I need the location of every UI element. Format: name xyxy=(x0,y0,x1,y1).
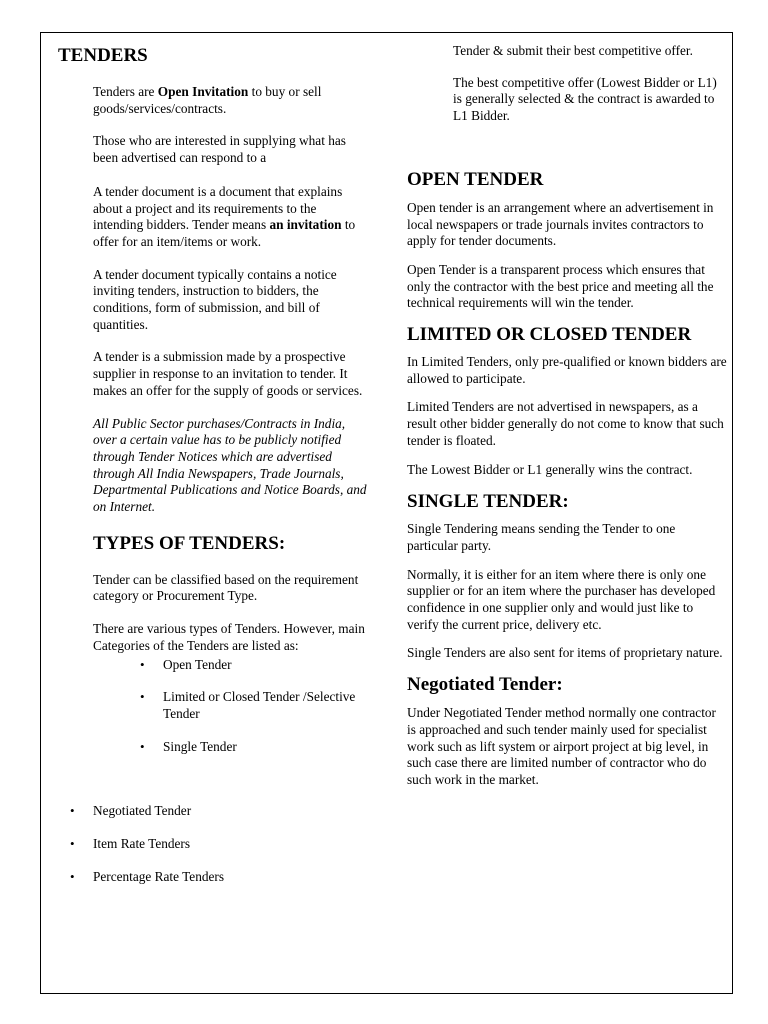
negotiated-tender-heading: Negotiated Tender: xyxy=(407,674,563,696)
list-item: • Open Tender xyxy=(140,656,232,672)
paragraph-limited-1: In Limited Tenders, only pre-qualified or known bidders are allowed to participate. xyxy=(407,354,727,386)
left-column xyxy=(58,40,368,886)
paragraph-continuation: Tender & submit their best competitive offer. xyxy=(453,43,693,58)
tenders-heading: TENDERS xyxy=(58,45,148,66)
paragraph-open-tender-2: Open Tender is a transparent process which ensures that only the contractor with the best price and meeting all the technical requirements will win the tender. xyxy=(407,261,714,311)
list-item: • Limited or Closed Tender /Selective Tender xyxy=(140,689,356,721)
bold-open-invitation: Open Invitation xyxy=(157,84,249,99)
paragraph-single-2: Normally, it is either for an item where there is only one supplier or for an item where the purchaser has developed confidence in one supplier only and would just like to verify the current price, delivery etc. xyxy=(407,566,716,632)
paragraph-limited-3: The Lowest Bidder or L1 generally wins the contract. xyxy=(407,461,693,477)
paragraph-limited-2: Limited Tenders are not advertised in newspapers, as a result other bidder generally do not come to know that such tender is floated. xyxy=(407,399,724,448)
paragraph-tender-document: A tender document is a document that explains about a project and its requirements to the intending bidders. Tender means an invitation to offer for an item/items or work. xyxy=(93,183,356,249)
paragraph-open-tender-1: Open tender is an arrangement where an advertisement in local newspapers or trade journals invites contractors to apply for tender documents. xyxy=(407,199,714,249)
list-item: • Percentage Rate Tenders xyxy=(70,868,224,884)
continuation-block xyxy=(407,43,723,125)
paragraph-single-1: Single Tendering means sending the Tender to one particular party. xyxy=(407,521,676,553)
paragraph-single-3: Single Tenders are also sent for items of proprietary nature. xyxy=(407,645,723,661)
types-heading: TYPES OF TENDERS: xyxy=(93,532,286,554)
bold-an-invitation: an invitation xyxy=(269,217,342,233)
paragraph-contents: A tender document typically contains a notice inviting tenders, instruction to bidders, the conditions, form of submission, and bill of quantities. xyxy=(93,266,337,332)
paragraph-various-types: There are various types of Tenders. However, main Categories of the Tenders are listed as: xyxy=(93,621,365,653)
paragraph-interested: Those who are interested in supplying what has been advertised can respond to a xyxy=(93,133,346,166)
list-item: • Single Tender xyxy=(140,738,237,754)
paragraph-classified: Tender can be classified based on the requirement category or Procurement Type. xyxy=(93,571,359,604)
outer-bullet-list xyxy=(70,803,368,885)
single-tender-heading: SINGLE TENDER: xyxy=(407,491,569,513)
list-item: • Item Rate Tenders xyxy=(70,836,191,852)
paragraph-best-offer: The best competitive offer (Lowest Bidder or L1) is generally selected & the contract is awarded to L1 Bidder. xyxy=(453,74,717,124)
paragraph-submission: A tender is a submission made by a prospective supplier in response to an invitation to tender. It makes an offer for the supply of goods or services. xyxy=(93,349,363,398)
paragraph-negotiated: Under Negotiated Tender method normally one contractor is approached and such tender mainly used for specialist work such as lift system or airport project at big level, in such case there are limited number of contractor who do such work in the market. xyxy=(407,705,716,787)
list-item: • Negotiated Tender xyxy=(70,803,192,819)
right-column xyxy=(407,40,727,789)
open-tender-heading: OPEN TENDER xyxy=(407,168,544,190)
limited-tender-heading: LIMITED OR CLOSED TENDER xyxy=(407,324,692,346)
left-body xyxy=(58,84,368,886)
paragraph-definition: Tenders are Open Invitation to buy or sell goods/services/contracts. xyxy=(93,84,322,116)
inner-bullet-list xyxy=(140,656,368,756)
paragraph-public-sector: All Public Sector purchases/Contracts in India, over a certain value has to be publicly notified through Tender Notices which are advertised through All India Newspapers, Trade Journals, Departmental Publications and Notice Boards, and on Internet. xyxy=(93,415,367,515)
